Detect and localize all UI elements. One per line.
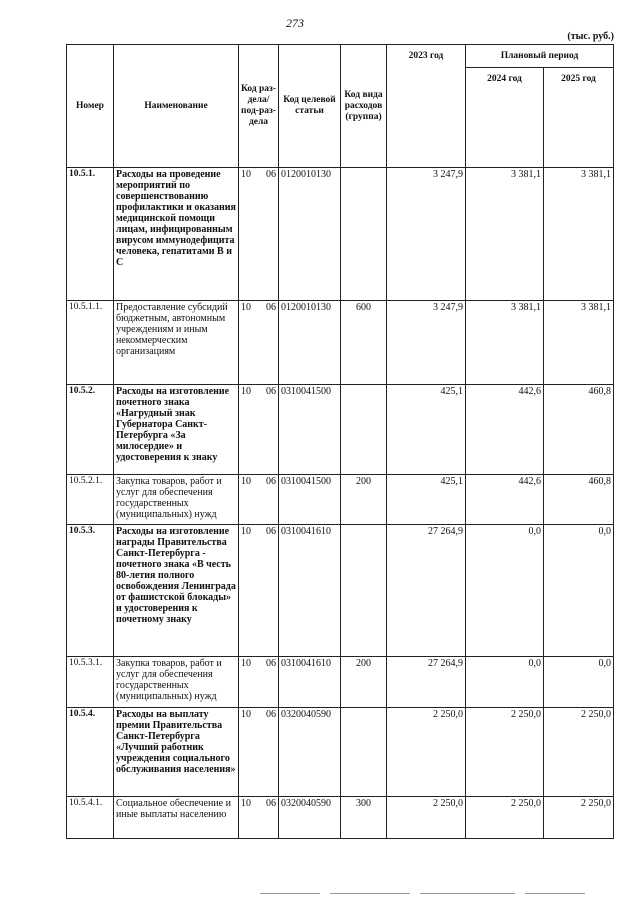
row-number: 10.5.4.1. xyxy=(67,797,114,839)
row-name: Закупка товаров, работ и услуг для обеспечения государственных (муниципальных) нужд xyxy=(114,475,239,525)
footer-rule-2 xyxy=(330,893,410,894)
row-number: 10.5.3. xyxy=(67,525,114,657)
header-expense-type: Код вида расходов (группа) xyxy=(341,45,387,168)
row-section: 10 xyxy=(241,526,251,537)
row-section: 10 xyxy=(241,476,251,487)
row-value-2025: 460,8 xyxy=(544,385,614,475)
header-name: Наименование xyxy=(114,45,239,168)
row-number: 10.5.3.1. xyxy=(67,657,114,708)
row-value-2023: 2 250,0 xyxy=(387,797,466,839)
footer-rule-4 xyxy=(525,893,585,894)
row-target-code: 0120010130 xyxy=(279,301,341,385)
row-target-code: 0320040590 xyxy=(279,708,341,797)
row-value-2023: 425,1 xyxy=(387,475,466,525)
header-year-2024: 2024 год xyxy=(466,68,544,168)
row-value-2023: 3 247,9 xyxy=(387,301,466,385)
row-value-2024: 3 381,1 xyxy=(466,301,544,385)
row-number: 10.5.1. xyxy=(67,168,114,301)
row-value-2023: 27 264,9 xyxy=(387,525,466,657)
table-row xyxy=(67,168,614,301)
row-value-2024: 2 250,0 xyxy=(466,708,544,797)
row-subsection: 06 xyxy=(266,386,276,397)
header-target-code: Код целевой статьи xyxy=(279,45,341,168)
table-body xyxy=(67,168,614,839)
row-number: 10.5.2.1. xyxy=(67,475,114,525)
row-expense-type: 200 xyxy=(341,475,387,525)
row-value-2024: 2 250,0 xyxy=(466,797,544,839)
header-number: Номер xyxy=(67,45,114,168)
row-target-code: 0310041610 xyxy=(279,657,341,708)
row-name: Расходы на выплату премии Правительства Санкт-Петербурга «Лучший работник учреждения социального обслуживания населения» xyxy=(114,708,239,797)
row-section: 10 xyxy=(241,169,251,180)
row-name: Социальное обеспечение и иные выплаты населению xyxy=(114,797,239,839)
row-value-2024: 0,0 xyxy=(466,657,544,708)
row-expense-type xyxy=(341,385,387,475)
header-year-2025: 2025 год xyxy=(544,68,614,168)
row-section-code xyxy=(239,525,279,657)
row-target-code: 0120010130 xyxy=(279,168,341,301)
header-year-2023: 2023 год xyxy=(387,45,466,168)
row-target-code: 0320040590 xyxy=(279,797,341,839)
header-plan-period: Плановый период xyxy=(466,45,614,68)
row-number: 10.5.4. xyxy=(67,708,114,797)
table-row xyxy=(67,475,614,525)
footer-rule-3 xyxy=(420,893,515,894)
row-expense-type xyxy=(341,525,387,657)
row-value-2024: 0,0 xyxy=(466,525,544,657)
row-target-code: 0310041500 xyxy=(279,385,341,475)
row-section-code xyxy=(239,657,279,708)
row-target-code: 0310041610 xyxy=(279,525,341,657)
table-row xyxy=(67,525,614,657)
row-number: 10.5.2. xyxy=(67,385,114,475)
row-section: 10 xyxy=(241,302,251,313)
row-value-2023: 3 247,9 xyxy=(387,168,466,301)
row-value-2024: 442,6 xyxy=(466,475,544,525)
row-value-2024: 3 381,1 xyxy=(466,168,544,301)
row-value-2024: 442,6 xyxy=(466,385,544,475)
row-expense-type: 200 xyxy=(341,657,387,708)
row-value-2023: 2 250,0 xyxy=(387,708,466,797)
row-subsection: 06 xyxy=(266,798,276,809)
row-section-code xyxy=(239,797,279,839)
header-section-code: Код раз-дела/ под-раз-дела xyxy=(239,45,279,168)
row-expense-type: 300 xyxy=(341,797,387,839)
row-subsection: 06 xyxy=(266,302,276,313)
row-value-2025: 460,8 xyxy=(544,475,614,525)
row-subsection: 06 xyxy=(266,709,276,720)
row-subsection: 06 xyxy=(266,658,276,669)
row-section: 10 xyxy=(241,386,251,397)
table-row xyxy=(67,657,614,708)
row-value-2025: 2 250,0 xyxy=(544,797,614,839)
row-value-2025: 0,0 xyxy=(544,525,614,657)
row-value-2025: 2 250,0 xyxy=(544,708,614,797)
row-subsection: 06 xyxy=(266,169,276,180)
row-name: Закупка товаров, работ и услуг для обеспечения государственных (муниципальных) нужд xyxy=(114,657,239,708)
row-section: 10 xyxy=(241,709,251,720)
row-subsection: 06 xyxy=(266,526,276,537)
budget-table xyxy=(66,44,614,839)
units-label: (тыс. руб.) xyxy=(567,31,614,42)
table-row xyxy=(67,797,614,839)
row-section-code xyxy=(239,168,279,301)
row-value-2023: 27 264,9 xyxy=(387,657,466,708)
row-value-2025: 0,0 xyxy=(544,657,614,708)
row-name: Предоставление субсидий бюджетным, автономным учреждениям и иным некоммерческим организациям xyxy=(114,301,239,385)
row-number: 10.5.1.1. xyxy=(67,301,114,385)
row-expense-type: 600 xyxy=(341,301,387,385)
page-number: 273 xyxy=(286,16,304,30)
row-section: 10 xyxy=(241,658,251,669)
table-row xyxy=(67,708,614,797)
row-target-code: 0310041500 xyxy=(279,475,341,525)
row-section-code xyxy=(239,708,279,797)
row-section-code xyxy=(239,475,279,525)
row-expense-type xyxy=(341,168,387,301)
row-expense-type xyxy=(341,708,387,797)
row-section-code xyxy=(239,301,279,385)
row-value-2023: 425,1 xyxy=(387,385,466,475)
table-row xyxy=(67,385,614,475)
row-name: Расходы на изготовление награды Правительства Санкт-Петербурга - почетного знака «В честь 80-летия полного освобождения Ленинграда от фашистской блокады» и удостоверения к почетному знаку xyxy=(114,525,239,657)
table-row xyxy=(67,301,614,385)
row-value-2025: 3 381,1 xyxy=(544,301,614,385)
row-section-code xyxy=(239,385,279,475)
row-value-2025: 3 381,1 xyxy=(544,168,614,301)
row-section: 10 xyxy=(241,798,251,809)
row-subsection: 06 xyxy=(266,476,276,487)
row-name: Расходы на изготовление почетного знака «Нагрудный знак Губернатора Санкт-Петербурга «За милосердие» и удостоверения к знаку xyxy=(114,385,239,475)
row-name: Расходы на проведение мероприятий по совершенствованию профилактики и оказания медицинской помощи лицам, инфицированным вирусом иммунодефицита человека, гепатитами В и С xyxy=(114,168,239,301)
footer-rule-1 xyxy=(260,893,320,894)
